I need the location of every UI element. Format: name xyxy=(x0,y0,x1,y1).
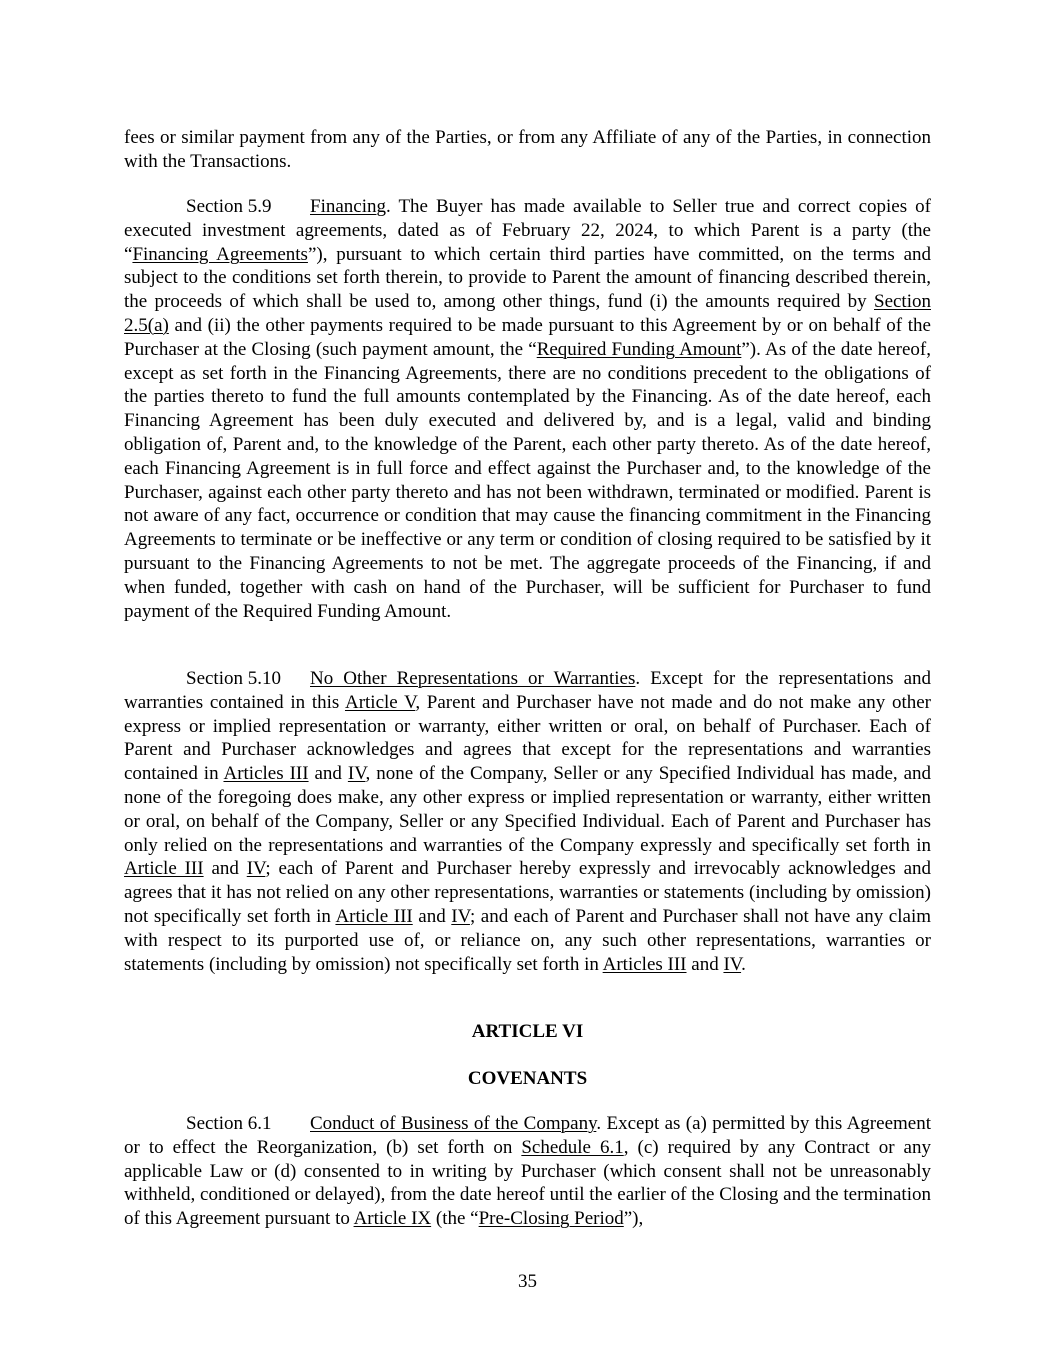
continuation-text: fees or similar payment from any of the Parties, or from any Affiliate of any of the Parties, in connection with the Transactions. xyxy=(124,127,931,172)
section-title: No Other Representations or Warranties xyxy=(310,668,636,689)
section-text: . Except as (a) permitted by this Agreement or to effect the Reorganization, (b) set forth on xyxy=(124,1113,931,1158)
defined-term: Pre-Closing Period xyxy=(478,1208,624,1230)
cross-reference: Articles III xyxy=(602,953,687,975)
section-text: . Except for the representations and warranties contained in this xyxy=(124,668,932,713)
cross-reference: Article V xyxy=(344,691,416,713)
section-text: ”), xyxy=(623,1208,644,1230)
section-text: , none of the Company, Seller or any Specified Individual has made, and none of the foregoing does make, any other express or implied representation or warranty, either written or oral, on behalf of the Company, Seller or any Specified Individual. Each of Parent and Purchaser has only relied on the representations and warranties of the Company expressly and specifically set forth in xyxy=(124,763,931,856)
defined-term: Financing Agreements xyxy=(132,243,308,265)
section-5-9-paragraph xyxy=(124,195,931,623)
article-heading: ARTICLE VI xyxy=(471,1021,584,1042)
section-text: and xyxy=(203,858,247,880)
paragraph-continuation xyxy=(124,126,931,174)
section-text: ”). As of the date hereof, except as set forth in the Financing Agreements, there are no conditions precedent to the obligations of the parties thereto to fund the full amounts contemplated by the Financing. As of the date hereof, each Financing Agreement has been duly executed and delivered by, and is a legal, valid and binding obligation of, Parent and, to the knowledge of the Parent, each other party thereto. As of the date hereof, each Financing Agreement is in full force and effect against the Purchaser and, to the knowledge of the Purchaser, against each other party thereto and has not been withdrawn, terminated or modified. Parent is not aware of any fact, occurrence or condition that may cause the financing commitment in the Financing Agreements to terminate or be ineffective or any term or condition of closing required to be satisfied by it pursuant to the Financing Agreements to not be met. The aggregate proceeds of the Financing, if and when funded, together with cash on hand of the Purchaser, will be sufficient for Purchaser to fund payment of the Required Funding Amount. xyxy=(124,338,931,622)
cross-reference: Article III xyxy=(124,858,204,880)
cross-reference: Schedule 6.1 xyxy=(521,1136,624,1158)
section-text: and (ii) the other payments required to be made pursuant to this Agreement by or on behalf of the Purchaser at the Closing (such payment amount, the “ xyxy=(124,314,931,360)
page-number: 35 xyxy=(518,1271,537,1292)
article-subheading: COVENANTS xyxy=(467,1068,588,1089)
defined-term: Required Funding Amount xyxy=(536,338,742,360)
section-text: and xyxy=(308,763,348,785)
cross-reference: Article IX xyxy=(353,1208,432,1230)
cross-reference: Section 2.5(a) xyxy=(124,291,931,336)
section-text: , Parent and Purchaser have not made and do not make any other express or implied representation or warranty, either written or oral, on behalf of Purchaser. Each of Parent and Purchaser acknowledges and agrees that except for the representations and warranties contained in xyxy=(124,691,931,785)
section-text: . xyxy=(741,953,746,975)
section-text: . The Buyer has made available to Seller true and correct copies of executed investment agreements, dated as of February 22, 2024, to which Parent is a party (the “ xyxy=(124,196,931,265)
section-number: Section 6.1 xyxy=(186,1113,272,1134)
section-text: ; each of Parent and Purchaser hereby expressly and irrevocably acknowledges and agrees that it has not relied on any other representations, warranties or statements (including by omission) not specifically set forth in xyxy=(124,858,932,927)
section-title: Financing xyxy=(310,196,386,217)
section-number: Section 5.9 xyxy=(186,196,272,217)
cross-reference: IV xyxy=(347,763,366,785)
cross-reference: Article III xyxy=(335,905,413,927)
cross-reference: IV xyxy=(246,858,266,880)
section-text: (the “ xyxy=(431,1208,479,1230)
cross-reference: Articles III xyxy=(223,763,309,785)
section-number: Section 5.10 xyxy=(186,668,281,689)
section-title: Conduct of Business of the Company xyxy=(310,1113,597,1134)
section-6-1-paragraph xyxy=(124,1112,931,1231)
section-text: , (c) required by any Contract or any applicable Law or (d) consented to in writing by Purchaser (which consent shall not be unreasonably withheld, conditioned or delayed), from the date hereof until the earlier of the Closing and the termination of this Agreement pursuant to xyxy=(124,1136,931,1230)
section-text: ”), pursuant to which certain third parties have committed, on the terms and subject to the conditions set forth therein, to provide to Parent the amount of financing described therein, the proceeds of which shall be used to, among other things, fund (i) the amounts required by xyxy=(124,243,931,313)
section-text: and xyxy=(686,953,724,975)
section-text: ; and each of Parent and Purchaser shall not have any claim with respect to its purported use of, or reliance on, any such other representations, warranties or statements (including by omission) not specifically set forth in xyxy=(124,905,932,975)
section-5-10-paragraph xyxy=(124,667,931,976)
section-text: and xyxy=(412,905,452,927)
cross-reference: IV xyxy=(451,905,470,927)
cross-reference: IV xyxy=(723,953,742,975)
